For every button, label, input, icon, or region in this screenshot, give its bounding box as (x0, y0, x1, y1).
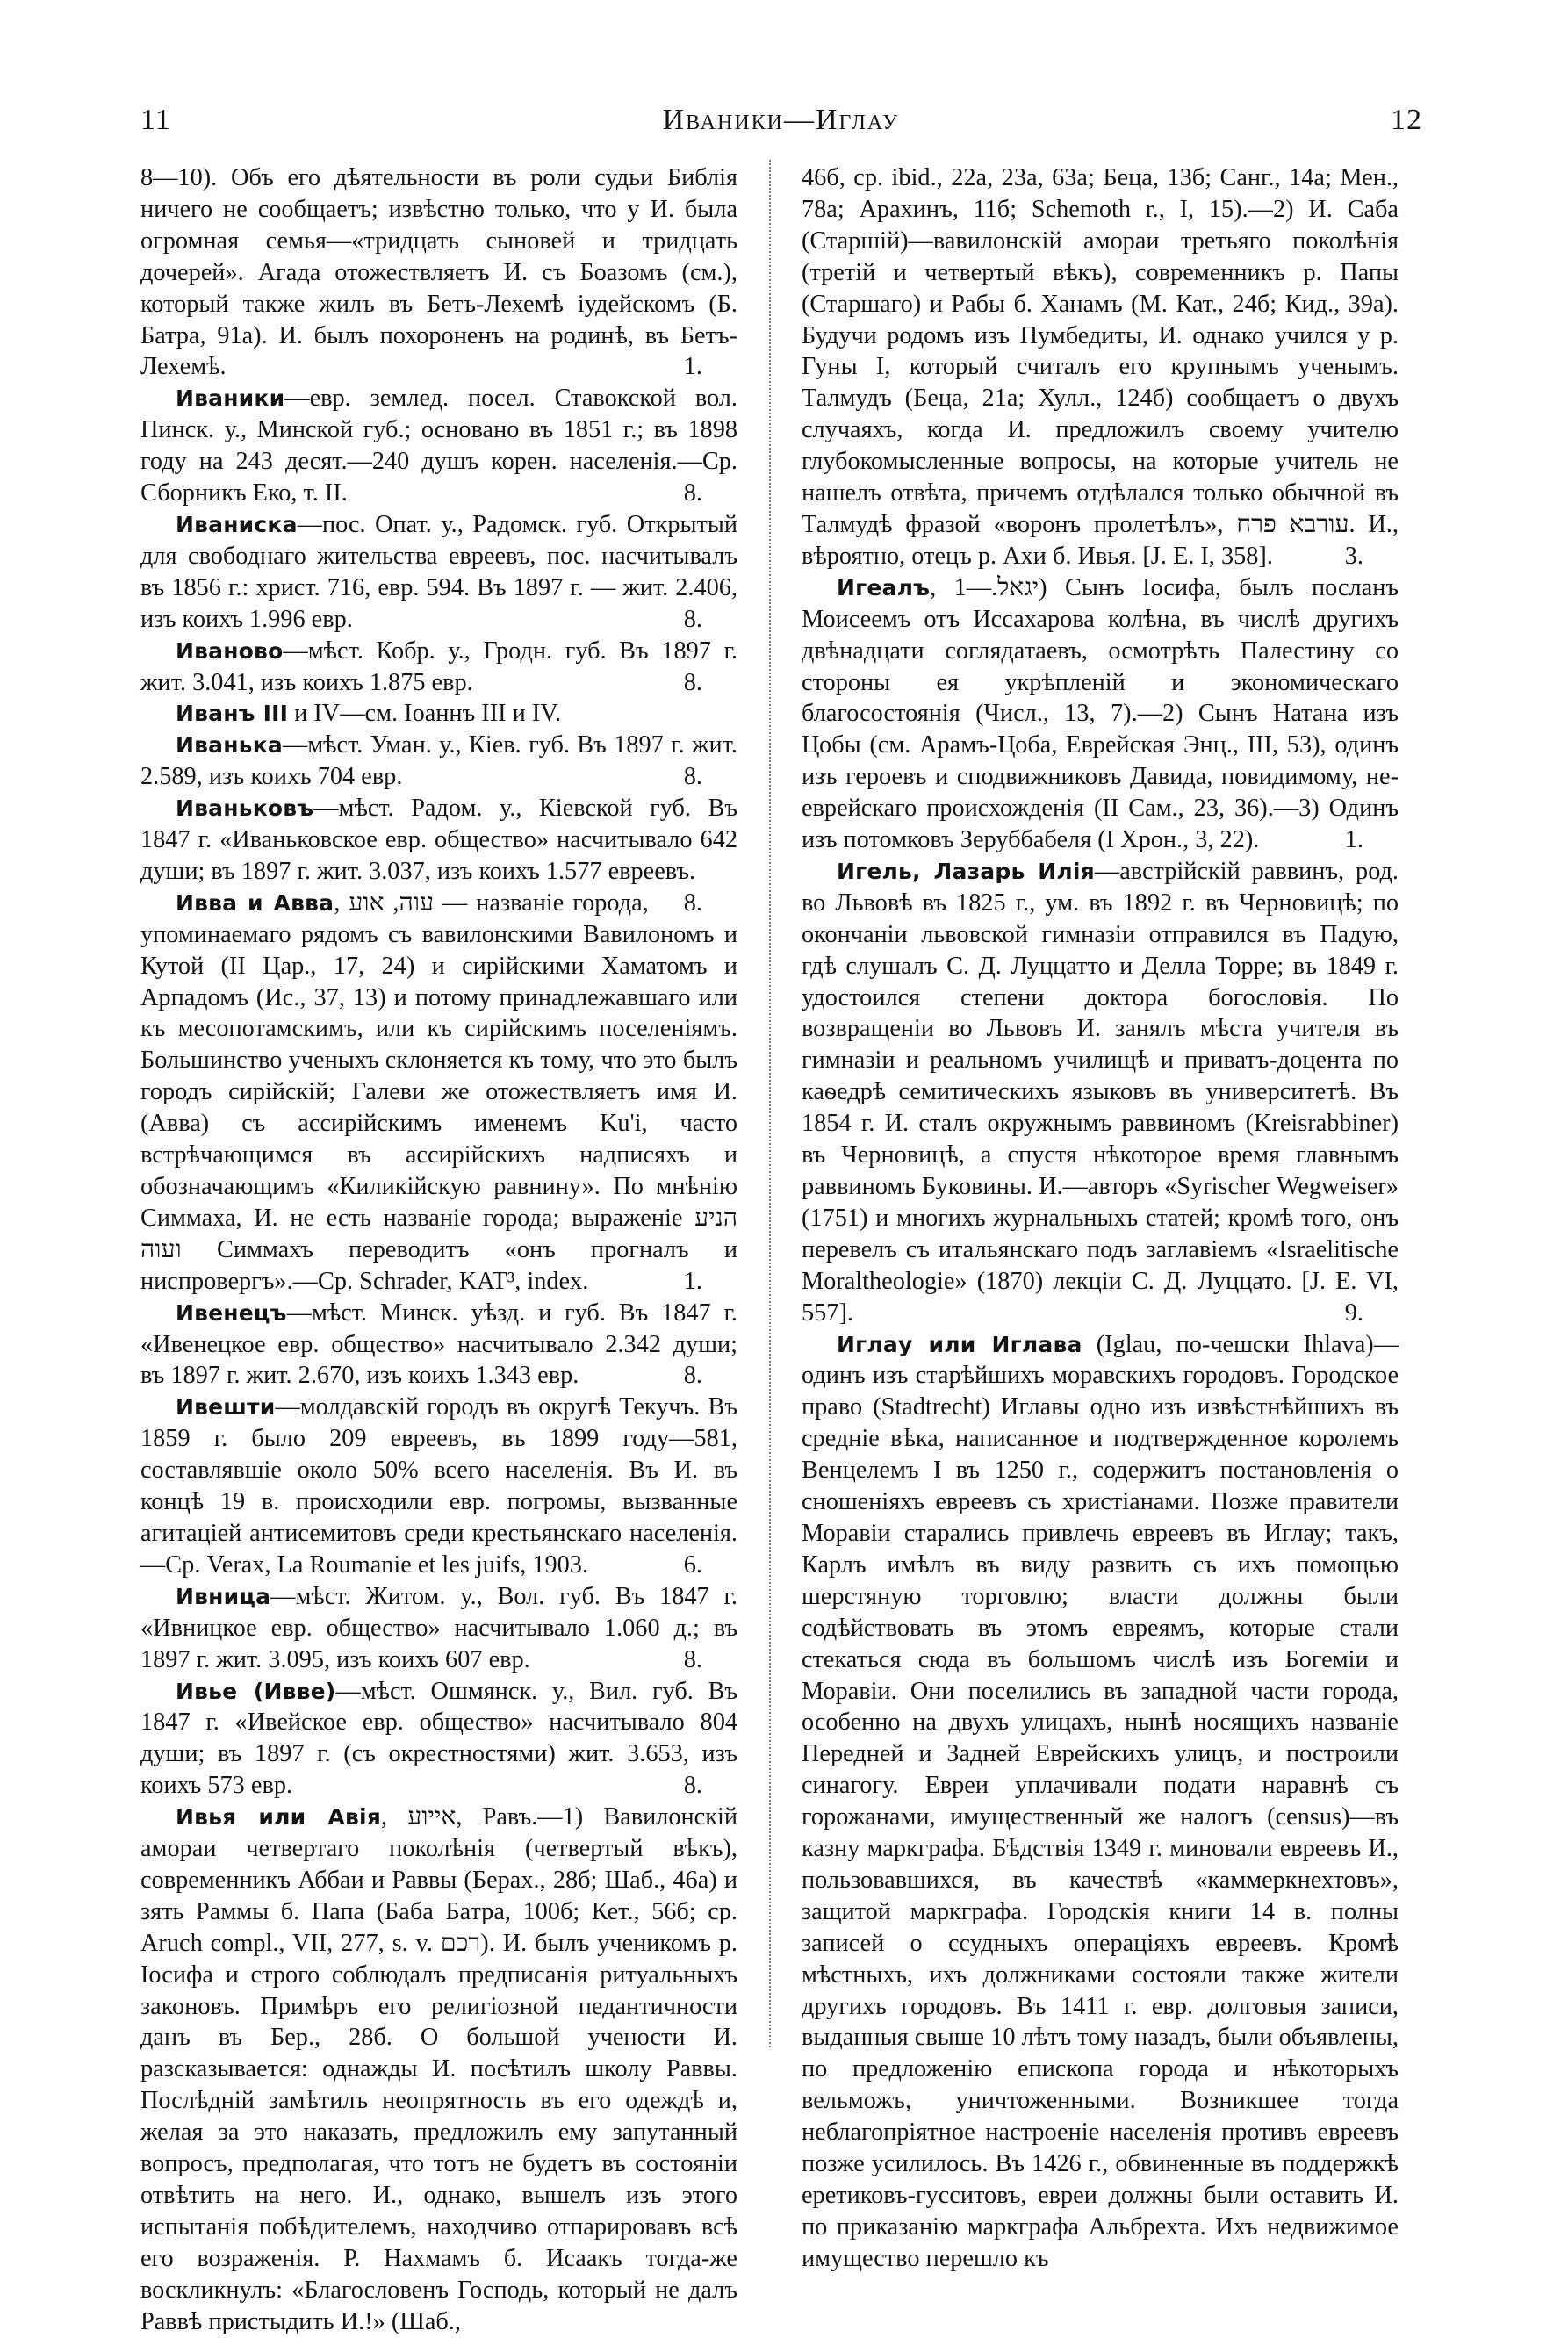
author-signature: 6. (683, 1550, 702, 1579)
dictionary-entry (140, 698, 737, 730)
dictionary-entry (802, 162, 1399, 572)
entry-text: и IV—см. Іоаннъ III и IV. (288, 700, 562, 728)
dictionary-entry (140, 888, 737, 1298)
dictionary-entry (140, 383, 737, 509)
entry-text: —мѣст. Житом. у., Вол. губ. Въ 1847 г. «Ивницкое евр. общество» насчитывало 1.060 д.; въ 1897 г. жит. 3.095, изъ коихъ 607 евр. (140, 1582, 737, 1673)
dictionary-entry (140, 730, 737, 793)
author-signature: 3. (1344, 542, 1363, 570)
dictionary-entry (140, 1298, 737, 1392)
entry-headword: Ивница (176, 1583, 271, 1609)
dictionary-entry (140, 636, 737, 699)
right-column (802, 162, 1399, 2275)
author-signature: 8. (683, 479, 702, 507)
author-signature: 8. (683, 1772, 702, 1800)
page-header (140, 104, 1422, 147)
entry-text: , יגאל.—1) Сынъ Іосифа, былъ посланъ Моисеемъ отъ Иссахарова колѣна, въ числѣ другихъ двѣнадцати соглядатаевъ, осмотрѣть Палестину со стороны ея укрѣпленій и экономическаго благосостоянія (Числ., 13, 7).—2) Сынъ Натана изъ Цобы (см. Арамъ-Цоба, Еврейская Энц., III, 53), одинъ изъ героевъ и сподвижниковъ Давида, повидимому, не-еврейскаго происхожденія (II Сам., 23, 36).—3) Одинъ изъ потомковъ Зеруббабеля (I Хрон., 3, 22). (802, 573, 1399, 854)
entry-headword: Ивешти (176, 1394, 276, 1421)
entry-headword: Иваново (176, 637, 284, 664)
entry-headword: Иваниска (176, 511, 298, 537)
entry-text: 8—10). Объ его дѣятельности въ роли судьи Библія ничего не сообщаетъ; извѣстно только, что у И. была огромная семья—«тридцать сыновей и тридцать дочерей». Агада отожествляетъ И. съ Боазомъ (см.), который также жилъ въ Бетъ-Лехемѣ іудейскомъ (Б. Батра, 91а). И. былъ похороненъ на родинѣ, въ Бетъ-Лехемѣ. (140, 164, 737, 381)
entry-text: —мѣст. Уман. у., Кіев. губ. Въ 1897 г. жит. 2.589, изъ коихъ 704 евр. (140, 731, 737, 791)
entry-headword: Игель, Лазарь Илія (837, 858, 1095, 884)
entry-text: —мѣст. Радом. у., Кіевской губ. Въ 1847 г. «Иваньковское евр. общество» насчитывало 642 души; въ 1897 г. жит. 3.037, изъ коихъ 1.577 евреевъ. (140, 795, 737, 885)
author-signature: 8. (683, 888, 702, 917)
dictionary-entry (140, 1676, 737, 1802)
entry-text: , אייוע, Равъ.—1) Вавилонскій амораи четвертаго поколѣнія (четвертый вѣкъ), современникъ Аббаи и Раввы (Берах., 28б; Шаб., 46а) и зять Раммы б. Папа (Баба Батра, 100б; Кет., 56б; ср. Aruch compl., VII, 277, s. v. רכם). И. былъ ученикомъ р. Іосифа и строго соблюдалъ предписанія ритуальныхъ законовъ. Примѣръ его религіозной педантичности данъ въ Бер., 28б. О большой учености И. разсказывается: однажды И. посѣтилъ школу Раввы. Послѣдній замѣтилъ неопрятность въ его одеждѣ и, желая за это наказать, предложилъ ему запутанный вопросъ, предполагая, что тотъ не будетъ въ состояніи отвѣтить на него. И., однако, вышелъ изъ этого испытанія побѣдителемъ, находчиво отпарировавъ всѣ его возраженія. Р. Нахмамъ б. Исаакъ тогда-же воскликнулъ: «Благословенъ Господь, который не далъ Раввѣ пристыдить И.!» (Шаб., (140, 1803, 737, 2335)
column-divider (769, 160, 771, 2047)
author-signature: 8. (683, 605, 702, 633)
entry-text: (Iglau, по-чешски Ihlava)—одинъ изъ старѣйшихъ моравскихъ городовъ. Городское право (Stadtrecht) Иглавы одно изъ извѣстнѣйшихъ въ средніе вѣка, написанное и подтвержденное королемъ Венцелемъ I въ 1250 г., содержитъ постановленія о сношеніяхъ евреевъ съ христіанами. Позже правители Моравіи старались привлечь евреевъ въ Иглау; такъ, Карлъ имѣлъ въ виду развить съ ихъ помощью шерстяную торговлю; власти должны были содѣйствовать въ этомъ евреямъ, которые стали стекаться сюда въ большомъ числѣ изъ Богеміи и Моравіи. Они поселились въ западной части города, особенно на двухъ улицахъ, нынѣ носящихъ названіе Передней и Задней Еврейскихъ улицъ, и построили синагогу. Евреи уплачивали подати наравнѣ съ горожанами, имущественный же налогъ (census)—въ казну маркграфа. Бѣдствія 1349 г. миновали евреевъ И., пользовавшихся, въ качествѣ «каммеркнехтовъ», защитой маркграфа. Городскія книги 14 в. полны записей о ссудныхъ операціяхъ евреевъ. Кромѣ мѣстныхъ, ихъ должниками состояли также жители другихъ городовъ. Въ 1411 г. евр. долговыя записи, выданныя свыше 10 лѣтъ тому назадъ, были объявлены, по предложенію епископа города и нѣкоторыхъ вельможъ, уничтоженными. Возникшее тогда неблагопріятное настроеніе населенія противъ евреевъ позже усилилось. Въ 1426 г., обвиненные въ поддержкѣ еретиковъ-гусситовъ, евреи должны были оставить И. по приказанію маркграфа Альбрехта. Ихъ недвижимое имущество перешло къ (802, 1330, 1399, 2272)
dictionary-entry (140, 162, 737, 383)
entry-headword: Иваньковъ (176, 795, 314, 822)
author-signature: 8. (683, 1645, 702, 1673)
dictionary-entry (140, 1581, 737, 1676)
dictionary-entry (802, 572, 1399, 856)
left-page-number: 11 (140, 104, 171, 136)
author-signature: 1. (683, 1267, 702, 1295)
entry-text: , עוה, אוע — названіе города, упоминаемаго рядомъ съ вавилонскими Вавилономъ и Кутой (II Цар., 17, 24) и сирійскими Хаматомъ и Арпадомъ (Ис., 37, 13) и потому принадлежавшаго или къ месопотамскимъ, или къ сирійскимъ поселеніямъ. Большинство ученыхъ склоняется къ тому, что это былъ городъ сирійскій; Галеви же отожествляетъ имя И. (Авва) съ ассирійскимъ именемъ Ku'i, часто встрѣчающимся въ ассирійскихъ надписяхъ и обозначающимъ «Киликійскую равнину». По мнѣнію Симмаха, И. не есть названіе города; выраженіе הניע ועוה Симмахъ переводитъ «онъ прогналъ и ниспровергъ».—Ср. Schrader, KAT³, index. (140, 888, 737, 1295)
entry-headword: Иглау или Иглава (837, 1331, 1082, 1357)
entry-headword: Ивенецъ (176, 1299, 287, 1326)
author-signature: 8. (683, 1362, 702, 1390)
dictionary-entry (802, 1329, 1399, 2275)
author-signature: 1. (683, 353, 702, 381)
entry-headword: Иванъ III (176, 701, 289, 727)
author-signature: 9. (1344, 1298, 1363, 1327)
entry-text: —мѣст. Ошмянск. у., Вил. губ. Въ 1847 г. «Ивейское евр. общество» насчитывало 804 души; въ 1897 г. (съ окрестностями) жит. 3.653, изъ коихъ 573 евр. (140, 1677, 737, 1800)
entry-text: —молдавскій городъ въ округѣ Текучъ. Въ 1859 г. было 209 евреевъ, въ 1899 году—581, составлявшіе около 50% всего населенія. Въ И. въ концѣ 19 в. происходили евр. погромы, вызванные агитаціей антисемитовъ среди крестьянскаго населенія.—Ср. Verax, La Roumanie et les juifs, 1903. (140, 1393, 737, 1579)
left-column (140, 162, 737, 2338)
entry-text: —мѣст. Минск. уѣзд. и губ. Въ 1847 г. «Ивенецкое евр. общество» насчитывало 2.342 души; въ 1897 г. жит. 2.670, изъ коихъ 1.343 евр. (140, 1298, 737, 1390)
entry-headword: Игеалъ (837, 574, 931, 601)
dictionary-entry (140, 1392, 737, 1580)
dictionary-entry (140, 1802, 737, 2337)
author-signature: 8. (683, 763, 702, 791)
entry-headword: Иванька (176, 732, 283, 759)
entry-text: —австрійскій раввинъ, род. во Львовѣ въ 1825 г., ум. въ 1892 г. въ Черновицѣ; по окончаніи львовской гимназіи отправился въ Падую, гдѣ слушалъ С. Д. Луццатто и Делла Торре; въ 1849 г. удостоился степени доктора богословія. По возвращеніи во Львовъ И. занялъ мѣста учителя въ гимназіи и реальномъ училищѣ и приватъ-доцента по каѳедрѣ семитическихъ языковъ въ университетѣ. Въ 1854 г. И. сталъ окружнымъ раввиномъ (Kreisrabbiner) въ Черновицѣ, а спустя нѣкоторое время главнымъ раввиномъ Буковины. И.—авторъ «Syrischer Wegweiser» (1751) и многихъ журнальныхъ статей; кромѣ того, онъ перевелъ съ итальянскаго подъ заглавіемъ «Israelitische Moraltheologie» (1870) лекціи С. Д. Луццато. [J. E. VI, 557]. (802, 857, 1399, 1327)
entry-headword: Иваники (176, 385, 285, 412)
entry-headword: Ивва и Авва (176, 889, 334, 916)
entry-text: —евр. землед. посел. Ставокской вол. Пинск. у., Минской губ.; основано въ 1851 г.; въ 1898 году на 243 десят.—240 душъ корен. населенія.—Ср. Сборникъ Еко, т. II. (140, 385, 737, 507)
dictionary-entry (140, 509, 737, 636)
author-signature: 8. (683, 668, 702, 696)
entry-headword: Ивья или Авія (176, 1804, 381, 1831)
entry-headword: Ивье (Ивве) (176, 1678, 336, 1704)
entry-text: —мѣст. Кобр. у., Гродн. губ. Въ 1897 г. жит. 3.041, изъ коихъ 1.875 евр. (140, 637, 737, 696)
author-signature: 1. (1344, 826, 1363, 854)
running-title: Иваники—Иглау (662, 104, 900, 136)
entry-text: 46б, ср. ibid., 22а, 23а, 63а; Беца, 13б; Санг., 14а; Мен., 78а; Арахинъ, 11б; Schemoth r., I, 15).—2) И. Саба (Старшій)—вавилонскій амораи третьяго поколѣнія (третій и четвертый вѣкъ), современникъ р. Папы (Старшаго) и Рабы б. Ханамъ (М. Кат., 24б; Кид., 39а). Будучи родомъ изъ Пумбедиты, И. однако учился у р. Гуны I, который считалъ его крупнымъ ученымъ. Талмудъ (Беца, 21а; Хулл., 124б) сообщаетъ о двухъ случаяхъ, когда И. предложилъ своему учителю глубокомысленные вопросы, на которые учитель не нашелъ отвѣта, причемъ отдѣлался только обычной въ Талмудѣ фразой «воронъ пролетѣлъ», עורבא פרח. И., вѣроятно, отецъ р. Ахи б. Ивья. [J. E. I, 358]. (802, 164, 1399, 570)
dictionary-entry (802, 856, 1399, 1329)
right-page-number: 12 (1390, 104, 1422, 136)
entry-text: —пос. Опат. у., Радомск. губ. Открытый для свободнаго жительства евреевъ, пос. насчитывалъ въ 1856 г.: христ. 716, евр. 594. Въ 1897 г. — жит. 2.406, изъ коихъ 1.996 евр. (140, 510, 737, 633)
